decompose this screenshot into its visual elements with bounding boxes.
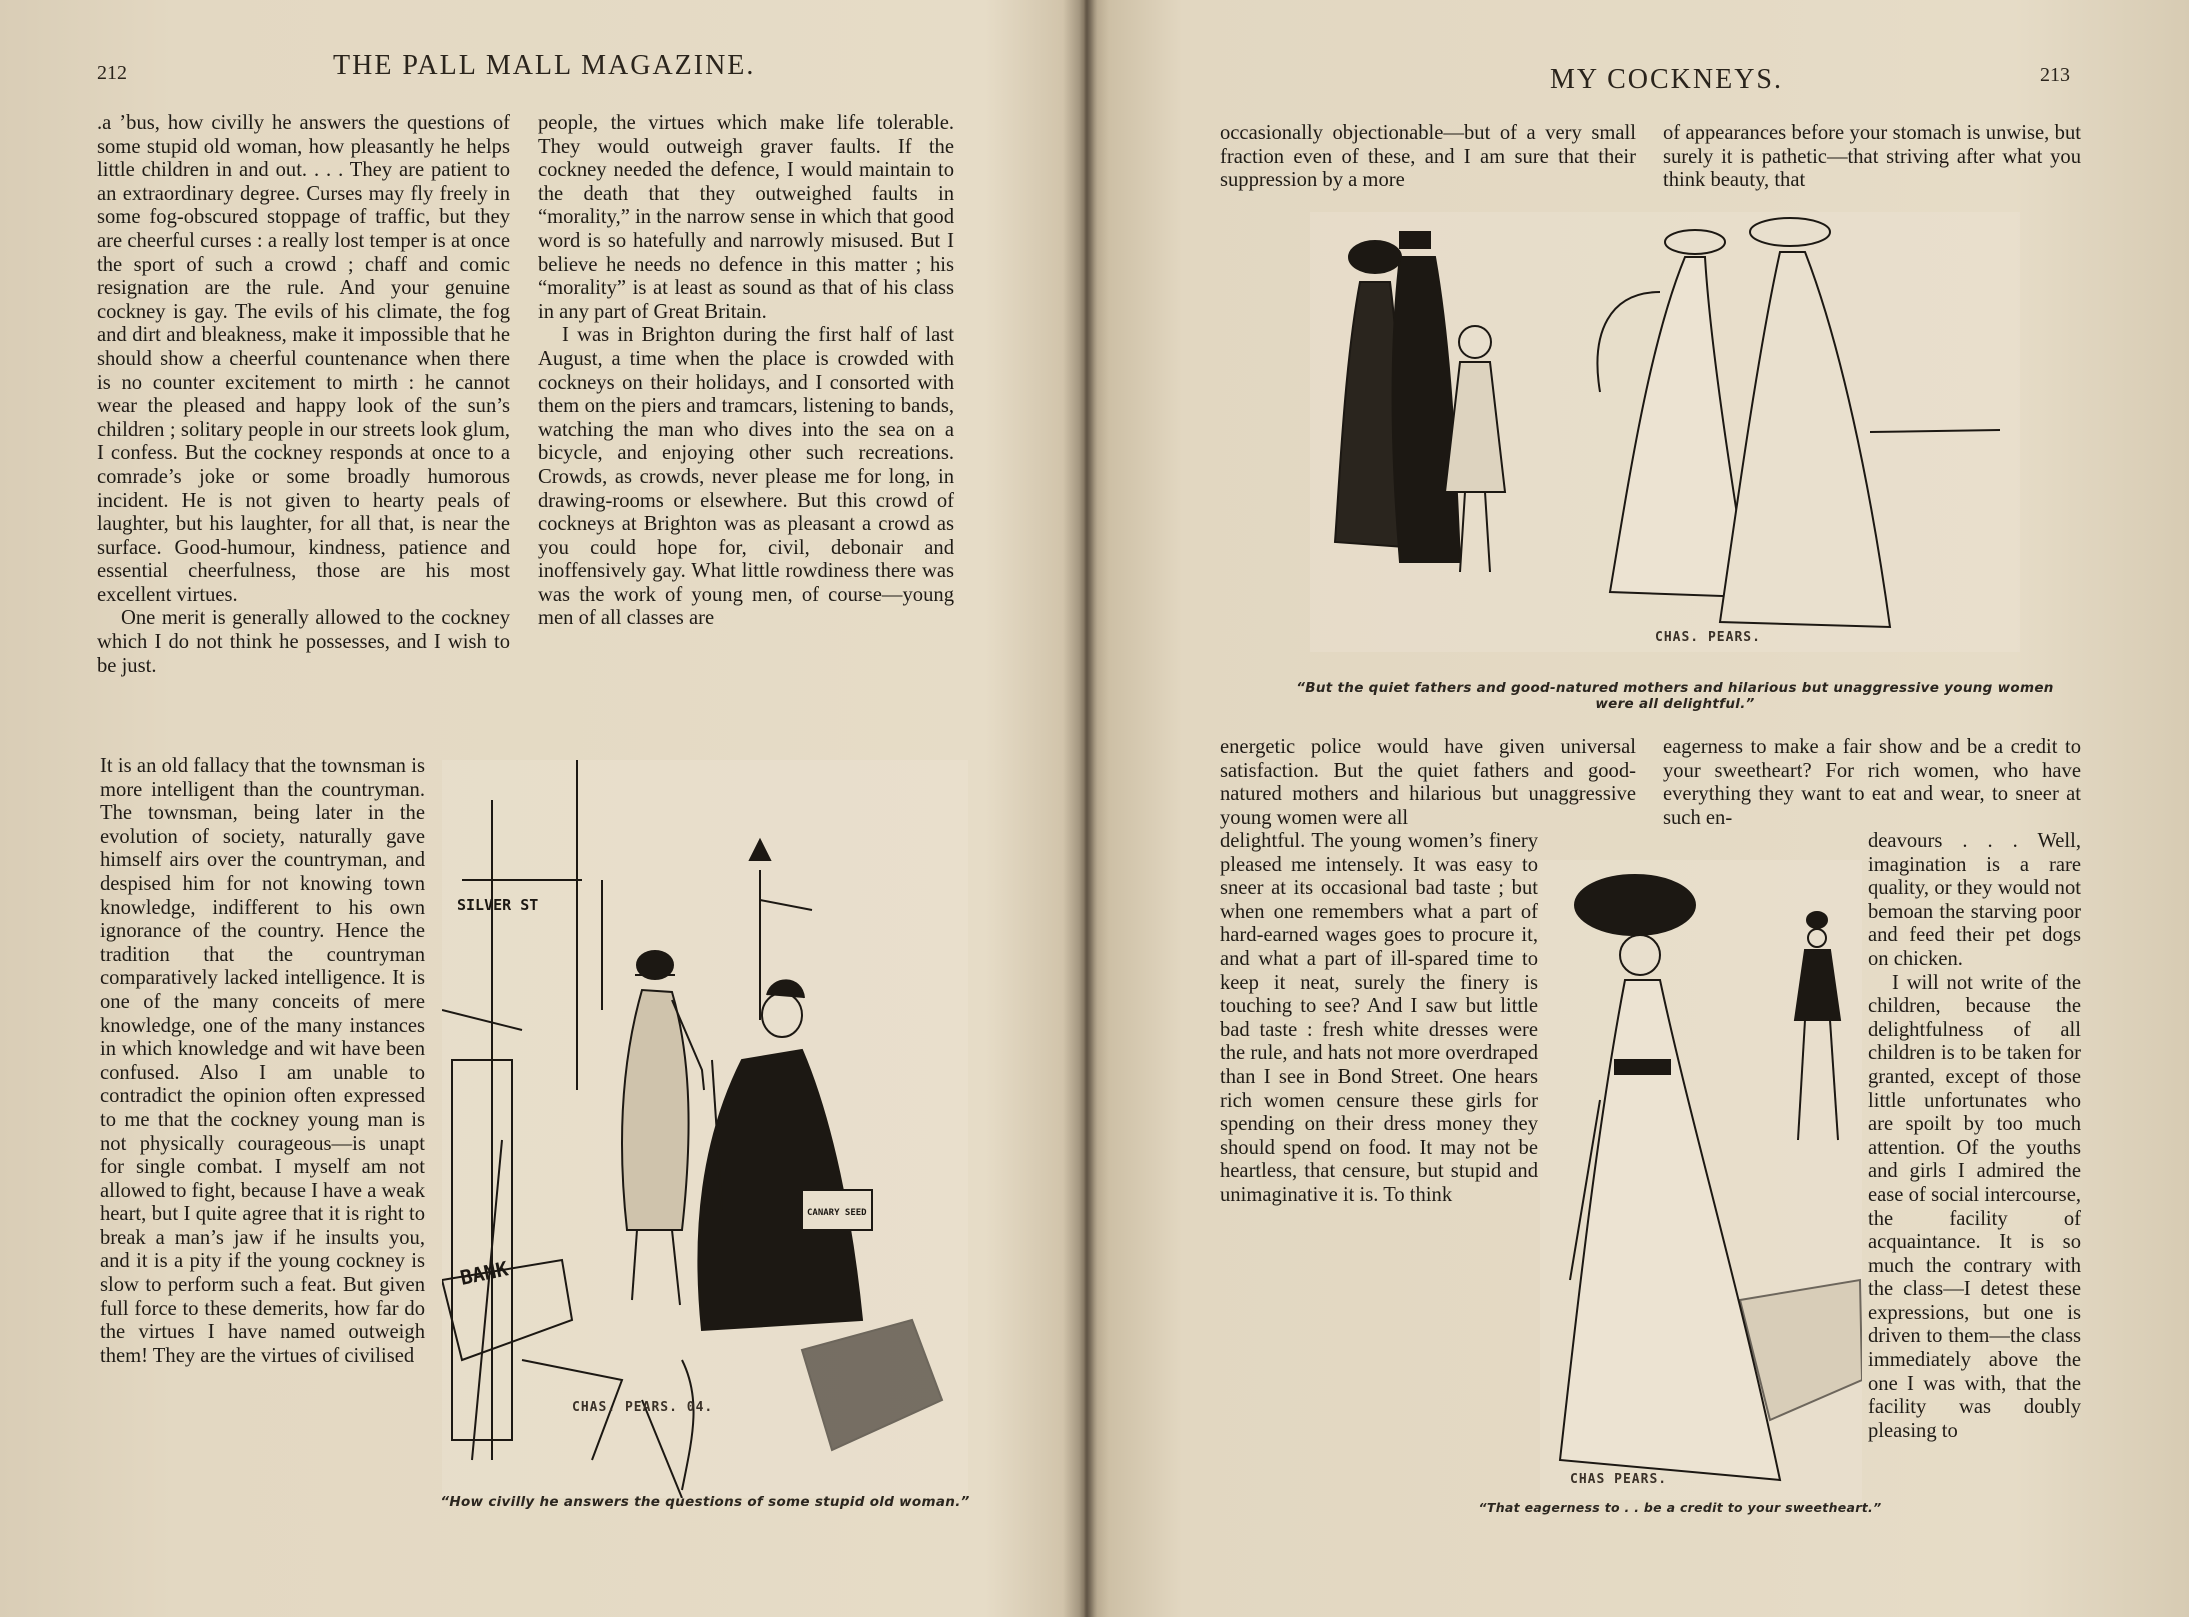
artist-signature: CHAS PEARS. — [1570, 1472, 1668, 1487]
young-woman-drawing — [1540, 860, 1862, 1500]
left-page — [0, 0, 1075, 1617]
right-page — [1100, 0, 2189, 1617]
artist-signature: CHAS. PEARS. 04. — [572, 1400, 714, 1415]
paragraph: delightful. The young women’s finery pleased me intensely. It was easy to sneer at its occasional bad taste ; but when one remembers what a part of hard-earned wages goes to procure it, and what a part of ill-spared time to keep it neat, surely the finery is touching to see? And I saw but little bad taste : fresh white dresses were the rule, and hats not more overdraped than I see in Bond Street. One hears rich women censure these girls for spending on their dress money they should spend on food. It may not be heartless, that censure, but stupid and unimaginative it is. To think — [1220, 830, 1538, 1206]
page-number: 213 — [2040, 64, 2070, 86]
caption-right-top: “But the quiet fathers and good-natured mothers and hilarious but unaggressive young women were all delightful.” — [1296, 680, 2054, 712]
street-sign-text: SILVER ST — [457, 896, 539, 914]
artist-signature: CHAS. PEARS. — [1655, 630, 1761, 645]
promenade-drawing — [1310, 212, 2020, 652]
paragraph: One merit is generally allowed to the cockney which I do not think he possesses, and I wish to be just. — [97, 607, 510, 677]
column-left-1-bottom — [100, 755, 425, 1368]
paragraph: .a ’bus, how civilly he answers the questions of some stupid old woman, how pleasantly he helps little children in and out. . . . They are patient to an extraordinary degree. Curses may fly freely in some fog-obscured stoppage of traffic, but they are cheerful curses : a really lost temper is at once the sport of such a crowd ; chaff and comic resignation are the rule. And your genuine cockney is gay. The evils of his climate, the fog and dirt and bleakness, make it impossible that he should show a cheerful countenance when there is no counter excitement to mirth : he cannot wear the pleased and happy look of the sun’s children ; solitary people in our streets look glum, I confess. But the cockney responds at once to a comrade’s joke or some broadly humorous incident. He is not given to hearty peals of laughter, but his laughter, for all that, is near the surface. Good-humour, kindness, patience and essential cheerfulness, those are his most excellent virtues. — [97, 112, 510, 606]
bank-sign-text: BANK — [458, 1256, 511, 1290]
illustration-street-scene — [442, 760, 968, 1498]
paragraph: of appearances before your stomach is unwise, but surely it is pathetic—that striving after what you think beauty, that — [1663, 122, 2081, 192]
running-head: THE PALL MALL MAGAZINE. — [333, 50, 756, 81]
page-number: 212 — [97, 62, 127, 84]
column-left-2 — [538, 112, 954, 631]
column-left-1-top — [97, 112, 510, 678]
caption-left: “How civilly he answers the questions of some stupid old woman.” — [440, 1494, 970, 1510]
paragraph: I was in Brighton during the first half of last August, a time when the place is crowded with cockneys on their holidays, and I consorted with them on the piers and tramcars, listening to bands, watching the man who dives into the sea on a bicycle, and enjoying other such recreations. Crowds, as crowds, never please me for long, in drawing-rooms or elsewhere. But this crowd of cockneys at Brighton was as pleasant a crowd as you could hope for, civil, debonair and inoffensively gay. What little rowdiness there was was the work of young men, of course—young men of all classes are — [538, 324, 954, 630]
column-right-1-top — [1220, 122, 1636, 193]
column-right-2-bottom-narrow — [1868, 830, 2081, 1443]
street-scene-drawing — [442, 760, 968, 1498]
column-right-1-bottom-full — [1220, 736, 1636, 830]
paragraph: It is an old fallacy that the townsman is more intelligent than the countryman. The townsman, being later in the evolution of society, naturally gave himself airs over the countryman, and despised him for not knowing town knowledge, indifferent to his own ignorance of the country. Hence the tradition that the countryman comparatively lacked intelligence. It is one of the many conceits of mere knowledge, one of the many instances in which knowledge and wit have been confused. Also I am unable to contradict the opinion often expressed to me that the cockney young man is not physically courageous—is unapt for single combat. I myself am not allowed to fight, because I have a weak heart, but I quite agree that it is right to break a man’s jaw if he insults you, and it is a pity if the young cockney is slow to perform such a feat. But given full force to these demerits, how far do the virtues I have named outweigh them! They are the virtues of civilised — [100, 755, 425, 1367]
paragraph: deavours . . . Well, imagination is a rare quality, or they would not bemoan the starving poor and feed their pet dogs on chicken. — [1868, 830, 2081, 970]
caption-right-bottom: “That eagerness to . . be a credit to your sweetheart.” — [1478, 1500, 1882, 1515]
illustration-young-woman — [1540, 860, 1862, 1500]
parcel-label-text: CANARY SEED — [807, 1208, 867, 1218]
paragraph: I will not write of the children, because the delightfulness of all children is to be taken for granted, except of those little unfortunates who are spoilt by too much attention. Of the youths and girls I admired the ease of social intercourse, the facility of acquaintance. It is so much the contrary with the class—I detest these expressions, but one is driven to them—the class immediately above the one I was with, that the facility was doubly pleasing to — [1868, 971, 2081, 1442]
paragraph: eagerness to make a fair show and be a credit to your sweetheart? For rich women, who have everything they want to eat and wear, to sneer at such en- — [1663, 736, 2081, 829]
column-right-2-bottom-full — [1663, 736, 2081, 830]
running-head: MY COCKNEYS. — [1550, 64, 1783, 95]
paragraph: people, the virtues which make life tolerable. They would outweigh graver faults. If the cockney needed the defence, I would maintain to the death that they outweighed faults in “morality,” in the narrow sense in which that good word is so hatefully and narrowly misused. But I believe he needs no defence in this matter ; his “morality” is at least as sound as that of his class in any part of Great Britain. — [538, 112, 954, 323]
paragraph: occasionally objectionable—but of a very small fraction even of these, and I am sure that their suppression by a more — [1220, 122, 1636, 192]
column-right-1-bottom-narrow — [1220, 830, 1538, 1208]
illustration-family-promenade — [1310, 212, 2020, 652]
column-right-2-top — [1663, 122, 2081, 193]
paragraph: energetic police would have given universal satisfaction. But the quiet fathers and good-natured mothers and hilarious but unaggressive young women were all — [1220, 736, 1636, 829]
